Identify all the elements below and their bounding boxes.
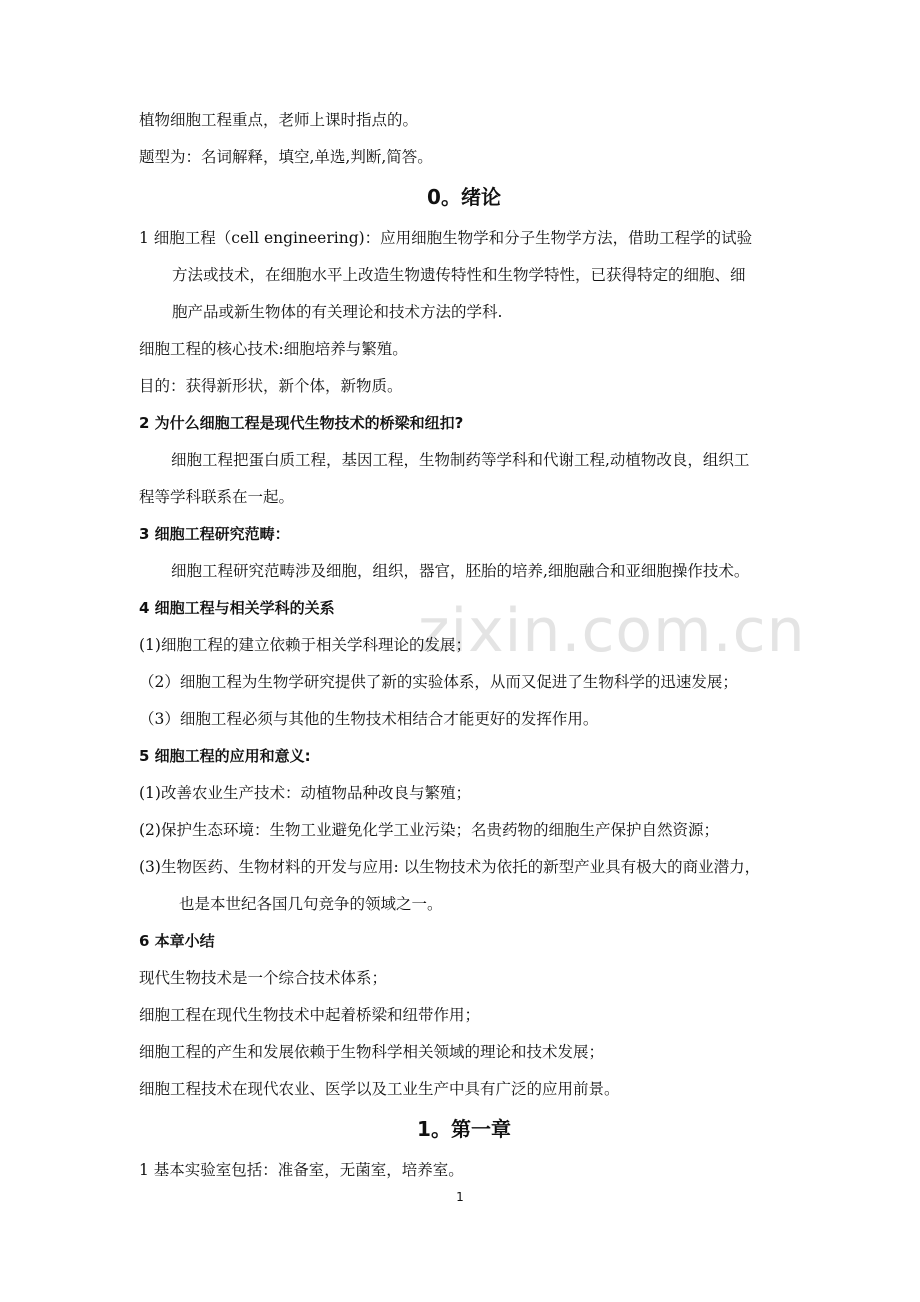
page-number: 1 [456,1190,464,1204]
definition-line-1: 1 细胞工程（cell engineering)：应用细胞生物学和分子生物学方法，借助工程学的试验 [139,229,753,247]
summary-item-3: 细胞工程的产生和发展依赖于生物科学相关领域的理论和技术发展； [139,1043,605,1061]
definition-line-2: 方法或技术，在细胞水平上改造生物遗传特性和生物学特性，已获得特定的细胞、细 [172,266,746,284]
question-5-item-1: (1)改善农业生产技术：动植物品种改良与繁殖； [139,784,471,802]
chapter-1-line-1: 1 基本实验室包括：准备室，无菌室，培养室。 [139,1161,464,1179]
question-4-title: 4 细胞工程与相关学科的关系 [139,599,335,617]
question-4-item-2: （2）细胞工程为生物学研究提供了新的实验体系，从而又促进了生物科学的迅速发展； [139,673,738,691]
summary-item-2: 细胞工程在现代生物技术中起着桥梁和纽带作用； [139,1006,481,1024]
intro-line-2: 题型为：名词解释，填空,单选,判断,简答。 [139,148,433,166]
answer-2-line-2: 程等学科联系在一起。 [139,488,295,506]
question-3-answer: 细胞工程研究范畴涉及细胞，组织，器官，胚胎的培养,细胞融合和亚细胞操作技术。 [171,562,750,580]
question-3-title: 3 细胞工程研究范畴： [139,525,290,543]
question-4-item-1: (1)细胞工程的建立依赖于相关学科理论的发展； [139,636,471,654]
definition-line-3: 胞产品或新生物体的有关理论和技术方法的学科. [172,303,503,321]
question-5-title: 5 细胞工程的应用和意义: [139,747,311,765]
core-technology: 细胞工程的核心技术:细胞培养与繁殖。 [139,340,408,358]
item-3-line-2: 也是本世纪各国几句竞争的领域之一。 [179,895,443,913]
question-6-title: 6 本章小结 [139,932,215,950]
question-2-answer [139,450,789,508]
answer-2-line-1: 细胞工程把蛋白质工程，基因工程，生物制药等学科和代谢工程,动植物改良，组织工 [171,451,750,469]
section-heading-chapter-1: 1。第一章 [417,1117,511,1141]
question-4-item-3: （3）细胞工程必须与其他的生物技术相结合才能更好的发挥作用。 [139,710,599,728]
definition-cell-engineering [139,228,789,323]
question-2-title: 2 为什么细胞工程是现代生物技术的桥梁和纽扣? [139,414,464,432]
watermark: zixin.com.cn [418,596,806,666]
summary-item-1: 现代生物技术是一个综合技术体系； [139,969,388,987]
intro-line-1: 植物细胞工程重点，老师上课时指点的。 [139,111,419,129]
page-content [139,110,789,1197]
question-5-item-2: (2)保护生态环境：生物工业避免化学工业污染；名贵药物的细胞生产保护自然资源； [139,821,719,839]
item-3-line-1: (3)生物医药、生物材料的开发与应用: 以生物技术为依托的新型产业具有极大的商业潜力， [139,858,761,876]
summary-item-4: 细胞工程技术在现代农业、医学以及工业生产中具有广泛的应用前景。 [139,1080,620,1098]
question-5-item-3 [139,857,789,915]
purpose: 目的：获得新形状，新个体，新物质。 [139,377,403,395]
section-heading-intro: 0。绪论 [427,185,501,209]
